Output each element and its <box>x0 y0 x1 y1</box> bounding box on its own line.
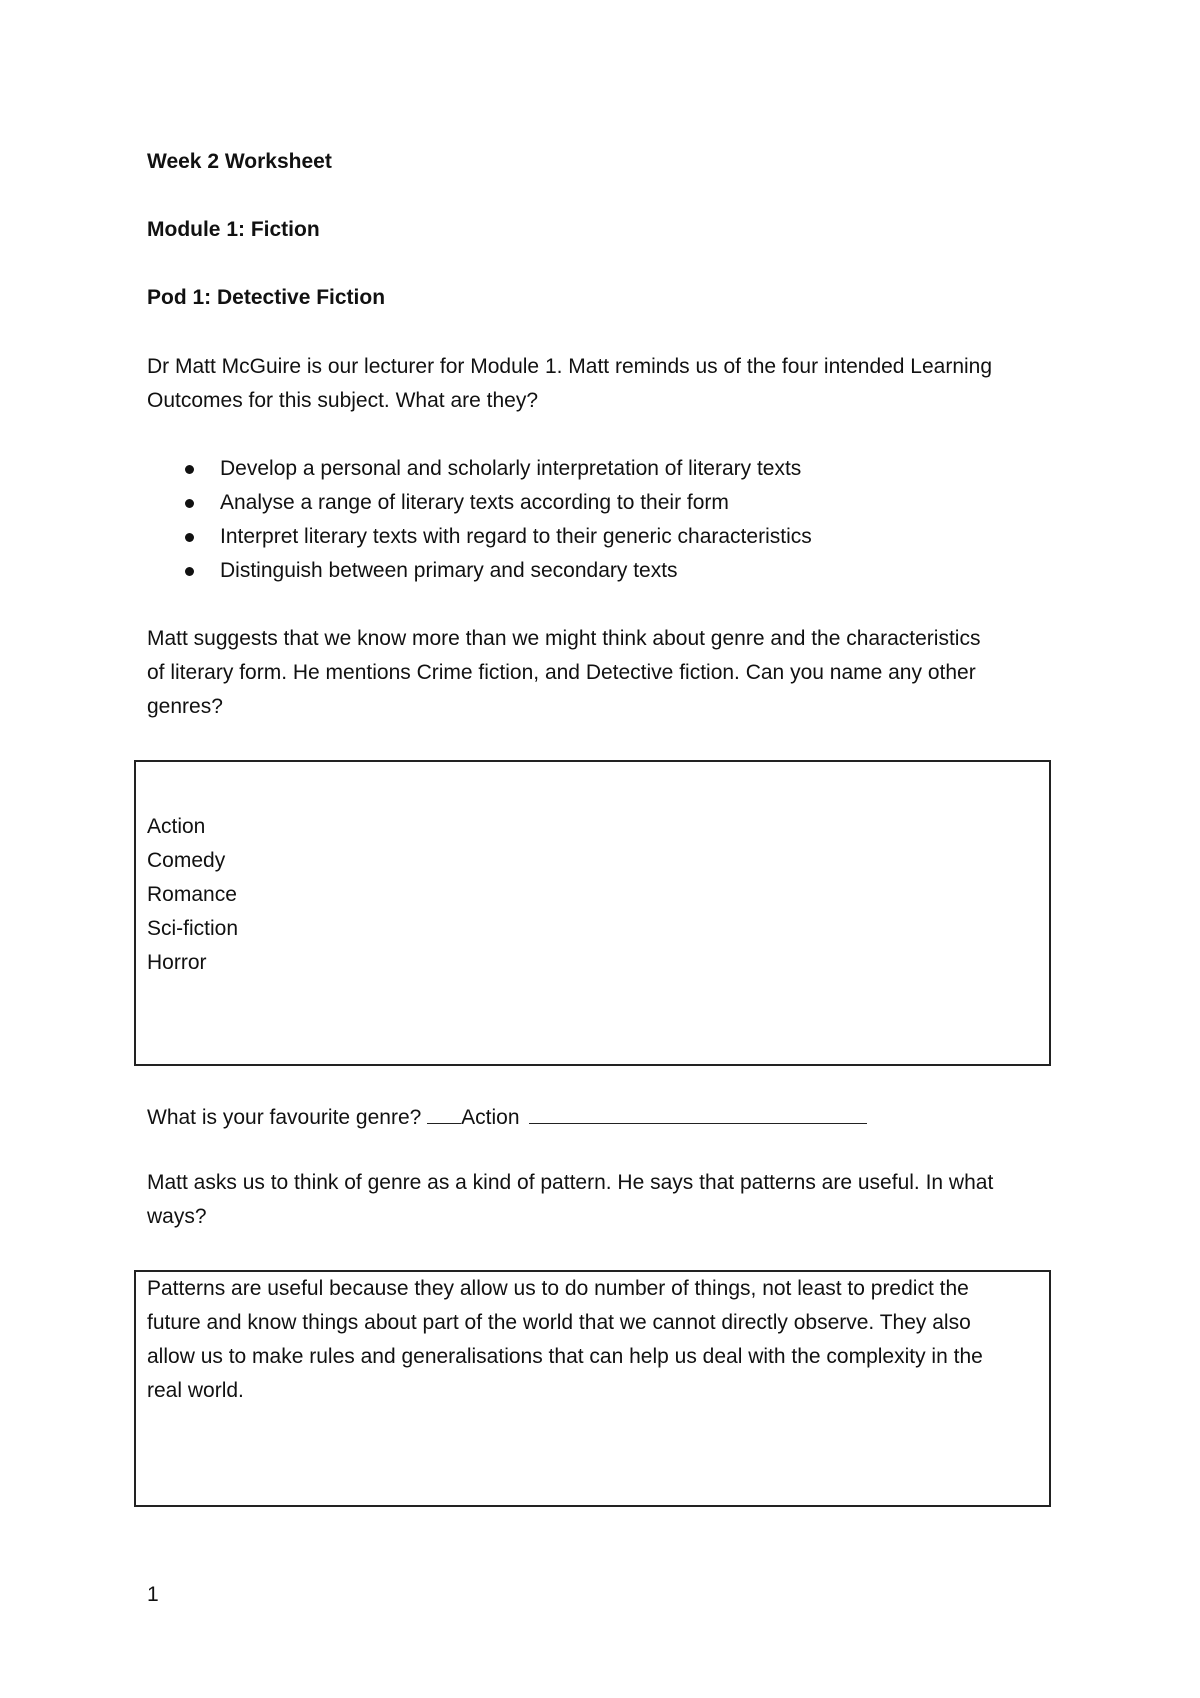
worksheet-title: Week 2 Worksheet <box>147 150 332 173</box>
bullet-icon <box>185 499 194 508</box>
answer-underline <box>529 1097 867 1124</box>
list-item: Action <box>147 815 206 838</box>
intro-line-2: Outcomes for this subject. What are they? <box>147 389 539 412</box>
list-item <box>147 486 812 520</box>
pattern-question-line-2: ways? <box>147 1205 207 1228</box>
answer-underline <box>427 1097 461 1124</box>
pattern-answer-line-1: Patterns are useful because they allow us to do number of things, not least to predict the <box>147 1277 969 1300</box>
outcome-text: Analyse a range of literary texts according to their form <box>220 491 729 514</box>
module-title: Module 1: Fiction <box>147 218 320 241</box>
pattern-answer-box[interactable] <box>134 1270 1051 1507</box>
genre-question-line-2: of literary form. He mentions Crime fiction, and Detective fiction. Can you name any other <box>147 661 976 684</box>
pattern-answer-line-4: real world. <box>147 1379 244 1402</box>
genre-question-line-1: Matt suggests that we know more than we might think about genre and the characteristics <box>147 627 981 650</box>
list-item: Comedy <box>147 849 226 872</box>
list-item: Horror <box>147 951 207 974</box>
favourite-genre-question: What is your favourite genre? <box>147 1106 428 1129</box>
bullet-icon <box>185 533 194 542</box>
page-number: 1 <box>147 1583 159 1606</box>
outcome-text: Develop a personal and scholarly interpretation of literary texts <box>220 457 802 480</box>
outcome-text: Interpret literary texts with regard to their generic characteristics <box>220 525 812 548</box>
genre-answer-list <box>147 810 238 980</box>
pod-title: Pod 1: Detective Fiction <box>147 286 386 309</box>
pattern-answer-text <box>147 1272 1042 1408</box>
outcome-text: Distinguish between primary and secondary texts <box>220 559 678 582</box>
genre-question-line-3: genres? <box>147 695 223 718</box>
bullet-icon <box>185 465 194 474</box>
learning-outcomes-list <box>147 452 812 588</box>
intro-line-1: Dr Matt McGuire is our lecturer for Module 1. Matt reminds us of the four intended Learning <box>147 355 993 378</box>
list-item: Sci-fiction <box>147 917 239 940</box>
pattern-answer-line-3: allow us to make rules and generalisations that can help us deal with the complexity in the <box>147 1345 983 1368</box>
genre-answer-box[interactable] <box>134 760 1051 1066</box>
favourite-genre-answer[interactable]: Action <box>461 1106 520 1129</box>
favourite-genre-line <box>147 1097 867 1135</box>
pattern-question-line-1: Matt asks us to think of genre as a kind of pattern. He says that patterns are useful. In what <box>147 1171 994 1194</box>
pattern-answer-line-2: future and know things about part of the world that we cannot directly observe. They also <box>147 1311 971 1334</box>
list-item <box>147 554 812 588</box>
list-item <box>147 520 812 554</box>
list-item: Romance <box>147 883 237 906</box>
list-item <box>147 452 812 486</box>
bullet-icon <box>185 567 194 576</box>
